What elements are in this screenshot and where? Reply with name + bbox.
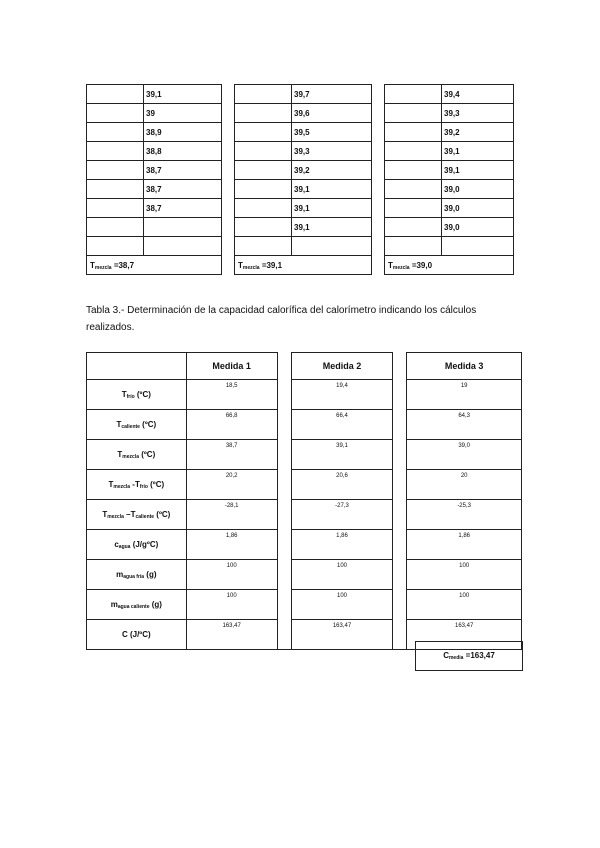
table-cell: 39,3: [292, 142, 372, 161]
row-label: $T_{mezcla}$ $-T_{caliente}$ (ºC): [87, 500, 187, 530]
table-row: [87, 530, 522, 560]
table-cell: 64,3: [407, 410, 522, 440]
row-label: $m_{agua fría}$ (g): [87, 560, 187, 590]
table-cell: 19,4: [291, 380, 393, 410]
table-cell: 39,5: [292, 123, 372, 142]
table-cell: 39,3: [442, 104, 514, 123]
table-cell: 39,1: [442, 142, 514, 161]
temperature-table-1: [86, 84, 222, 275]
table-row: [87, 380, 522, 410]
table-row: [87, 123, 222, 142]
caption-line-2: realizados.: [86, 322, 135, 333]
table-row: [235, 123, 372, 142]
table-cell: 39,1: [292, 199, 372, 218]
table-row: [87, 440, 522, 470]
table-cell: 39,1: [291, 440, 393, 470]
table-row: [235, 104, 372, 123]
table-row: [87, 85, 222, 104]
tmedia-cell: $T_{mezcla} =39,1$: [235, 256, 372, 275]
table-row: [385, 237, 514, 256]
table-cell: [144, 237, 222, 256]
header-medida-2: Medida 2: [291, 353, 393, 380]
tmedia-row: [385, 256, 514, 275]
row-label: $T_{mezcla}$ $-T_{frío}$ (ºC): [87, 470, 187, 500]
temperature-table-3: [384, 84, 514, 275]
table-cell: 163,47: [407, 620, 522, 650]
table-row: [385, 161, 514, 180]
calorimeter-table: [86, 352, 522, 650]
table-cell: 1,86: [407, 530, 522, 560]
table-cell: 163,47: [291, 620, 393, 650]
table-row: [87, 180, 222, 199]
table-cell: 39,1: [292, 218, 372, 237]
table-cell: 100: [186, 590, 277, 620]
table-row: [235, 237, 372, 256]
tmedia-row: [235, 256, 372, 275]
row-label: $T_{frío}$ (ºC): [87, 380, 187, 410]
table-row: [235, 199, 372, 218]
table-cell: 39,0: [407, 440, 522, 470]
header-medida-1: Medida 1: [186, 353, 277, 380]
table-cell: 19: [407, 380, 522, 410]
table-cell: 39,0: [442, 218, 514, 237]
table-row: [235, 161, 372, 180]
cmedia-cell: $C_{media} =163,47$: [415, 641, 523, 671]
table-cell: 39,7: [292, 85, 372, 104]
table-cell: 1,86: [186, 530, 277, 560]
table-row: [235, 142, 372, 161]
table-cell: 100: [407, 590, 522, 620]
row-label: $m_{agua caliente}$ (g): [87, 590, 187, 620]
table-row: [385, 199, 514, 218]
table-cell: 100: [407, 560, 522, 590]
table-cell: 66,4: [291, 410, 393, 440]
tmedia-cell: $T_{mezcla} =38,7$: [87, 256, 222, 275]
table-cell: 38,9: [144, 123, 222, 142]
temperature-table-2: [234, 84, 372, 275]
table-row: [87, 237, 222, 256]
table-row: [87, 500, 522, 530]
table-row: [87, 590, 522, 620]
table-row: [87, 161, 222, 180]
table-cell: 38,7: [144, 161, 222, 180]
table-cell: 163,47: [186, 620, 277, 650]
row-label: $c_{agua}$ (J/gºC): [87, 530, 187, 560]
table-cell: 39,1: [292, 180, 372, 199]
tmedia-row: [87, 256, 222, 275]
table-cell: -25,3: [407, 500, 522, 530]
table-cell: 38,7: [186, 440, 277, 470]
table-cell: 20: [407, 470, 522, 500]
table-row: [235, 218, 372, 237]
table-row: [87, 410, 522, 440]
table-row: [87, 470, 522, 500]
table-cell: 38,7: [144, 199, 222, 218]
table-cell: [144, 218, 222, 237]
tmedia-cell: $T_{mezcla} =39,0$: [385, 256, 514, 275]
table-cell: 39,0: [442, 180, 514, 199]
table-caption: [86, 302, 526, 336]
table-row: [87, 142, 222, 161]
row-label: $T_{caliente}$ (ºC): [87, 410, 187, 440]
table-cell: 100: [186, 560, 277, 590]
table-row: [87, 104, 222, 123]
table-cell: 39,1: [144, 85, 222, 104]
table-row: [385, 218, 514, 237]
table-cell: 39: [144, 104, 222, 123]
table-cell: 39,6: [292, 104, 372, 123]
table-cell: 39,4: [442, 85, 514, 104]
table-cell: 20,2: [186, 470, 277, 500]
table-row: [87, 218, 222, 237]
table-cell: 38,8: [144, 142, 222, 161]
table-row: [385, 180, 514, 199]
table-cell: 1,86: [291, 530, 393, 560]
table-cell: 18,5: [186, 380, 277, 410]
table-cell: -28,1: [186, 500, 277, 530]
table-cell: 100: [291, 560, 393, 590]
table-row: [385, 85, 514, 104]
table-cell: 39,0: [442, 199, 514, 218]
table-cell: 20,6: [291, 470, 393, 500]
table-row: [385, 123, 514, 142]
table-row: [87, 199, 222, 218]
table-row: [235, 180, 372, 199]
caption-line-1: Tabla 3.- Determinación de la capacidad calorífica del calorímetro indicando los cálculos: [86, 305, 477, 316]
table-row: [385, 104, 514, 123]
table-cell: [292, 237, 372, 256]
row-label: C (J/ºC): [87, 620, 187, 650]
row-label: $T_{mezcla}$ (ºC): [87, 440, 187, 470]
table-cell: [442, 237, 514, 256]
table-header-row: [87, 353, 522, 380]
table-cell: 39,2: [292, 161, 372, 180]
table-cell: 39,2: [442, 123, 514, 142]
table-cell: 100: [291, 590, 393, 620]
header-medida-3: Medida 3: [407, 353, 522, 380]
table-cell: 66,8: [186, 410, 277, 440]
table-cell: 39,1: [442, 161, 514, 180]
table-row: [235, 85, 372, 104]
table-cell: -27,3: [291, 500, 393, 530]
table-cell: 38,7: [144, 180, 222, 199]
table-row: [385, 142, 514, 161]
table-row: [87, 560, 522, 590]
